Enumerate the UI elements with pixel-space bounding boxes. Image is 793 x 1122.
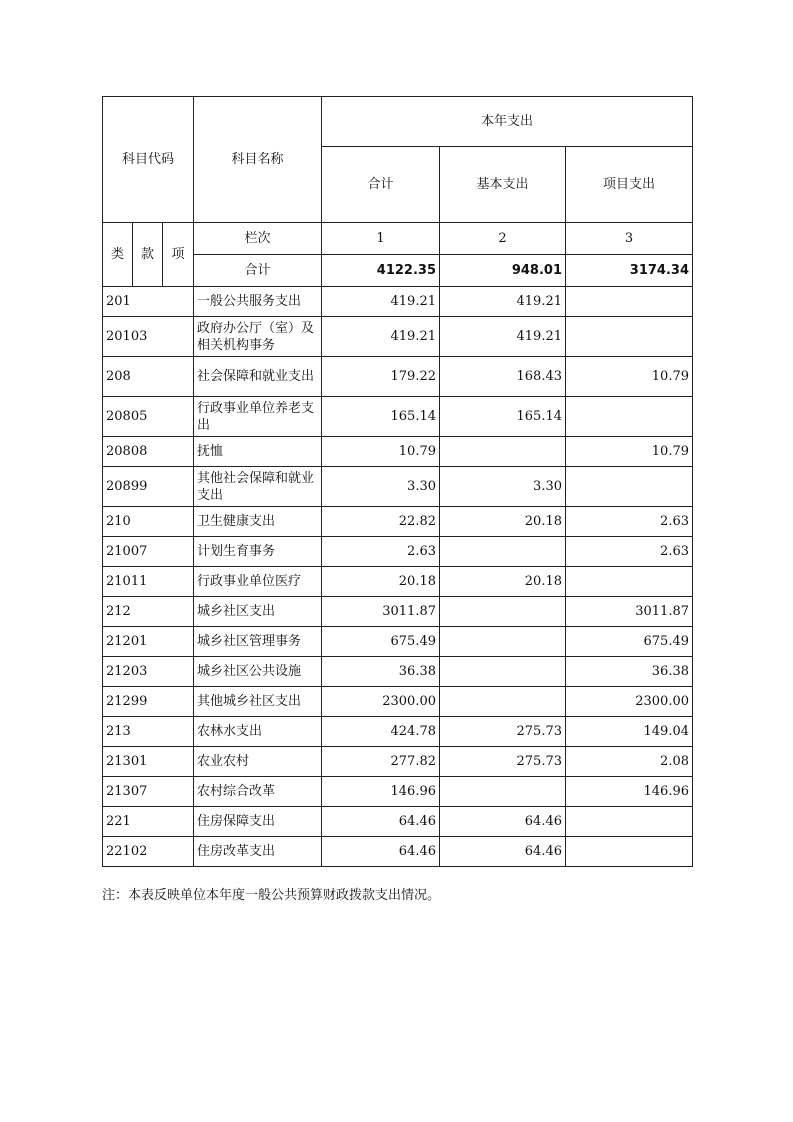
row-total: 3011.87	[322, 597, 440, 627]
row-code: 20103	[103, 317, 194, 357]
row-name: 一般公共服务支出	[194, 287, 322, 317]
table-row	[103, 397, 693, 437]
row-total: 419.21	[322, 287, 440, 317]
table-row	[103, 507, 693, 537]
row-project: 2300.00	[566, 687, 693, 717]
row-total: 20.18	[322, 567, 440, 597]
table-row	[103, 437, 693, 467]
row-project	[566, 287, 693, 317]
row-basic	[440, 437, 566, 467]
sum-label: 合计	[194, 255, 322, 287]
row-total: 64.46	[322, 837, 440, 867]
table-row	[103, 747, 693, 777]
row-code: 20808	[103, 437, 194, 467]
row-basic	[440, 657, 566, 687]
row-basic	[440, 627, 566, 657]
table-row	[103, 567, 693, 597]
row-basic: 64.46	[440, 837, 566, 867]
row-project: 146.96	[566, 777, 693, 807]
row-code: 21011	[103, 567, 194, 597]
row-name: 政府办公厅（室）及相关机构事务	[194, 317, 322, 357]
kuan-header: 款	[133, 223, 163, 287]
row-project: 10.79	[566, 437, 693, 467]
row-code: 21299	[103, 687, 194, 717]
table-row	[103, 467, 693, 507]
row-code: 20899	[103, 467, 194, 507]
table-row	[103, 537, 693, 567]
row-name: 行政事业单位养老支出	[194, 397, 322, 437]
row-total: 146.96	[322, 777, 440, 807]
col-number-2: 2	[440, 223, 566, 255]
row-name: 其他社会保障和就业支出	[194, 467, 322, 507]
row-basic: 419.21	[440, 287, 566, 317]
row-project	[566, 317, 693, 357]
table-row	[103, 627, 693, 657]
subject-name-header: 科目名称	[194, 97, 322, 223]
row-total: 675.49	[322, 627, 440, 657]
row-total: 10.79	[322, 437, 440, 467]
table-row	[103, 837, 693, 867]
row-basic	[440, 597, 566, 627]
row-basic: 419.21	[440, 317, 566, 357]
row-name: 行政事业单位医疗	[194, 567, 322, 597]
row-total: 424.78	[322, 717, 440, 747]
row-project	[566, 467, 693, 507]
column-order-label: 栏次	[194, 223, 322, 255]
row-total: 64.46	[322, 807, 440, 837]
sum-total: 4122.35	[322, 255, 440, 287]
table-note: 注：本表反映单位本年度一般公共预算财政拨款支出情况。	[102, 888, 441, 903]
row-total: 277.82	[322, 747, 440, 777]
row-name: 住房保障支出	[194, 807, 322, 837]
row-name: 卫生健康支出	[194, 507, 322, 537]
row-total: 165.14	[322, 397, 440, 437]
row-name: 农村综合改革	[194, 777, 322, 807]
table-row	[103, 807, 693, 837]
row-project	[566, 397, 693, 437]
row-basic	[440, 537, 566, 567]
row-basic	[440, 687, 566, 717]
row-basic: 168.43	[440, 357, 566, 397]
table-row	[103, 287, 693, 317]
row-code: 21007	[103, 537, 194, 567]
lei-header: 类	[103, 223, 133, 287]
row-name: 计划生育事务	[194, 537, 322, 567]
table-row	[103, 687, 693, 717]
col-number-3: 3	[566, 223, 693, 255]
table-row	[103, 317, 693, 357]
row-project: 2.08	[566, 747, 693, 777]
table-row	[103, 357, 693, 397]
row-total: 2300.00	[322, 687, 440, 717]
row-code: 213	[103, 717, 194, 747]
col-number-1: 1	[322, 223, 440, 255]
header-row-1	[103, 97, 693, 147]
sum-basic: 948.01	[440, 255, 566, 287]
row-project	[566, 567, 693, 597]
row-code: 210	[103, 507, 194, 537]
row-project: 149.04	[566, 717, 693, 747]
row-code: 212	[103, 597, 194, 627]
row-total: 36.38	[322, 657, 440, 687]
total-header: 合计	[322, 147, 440, 223]
table-row	[103, 777, 693, 807]
row-code: 21201	[103, 627, 194, 657]
row-code: 221	[103, 807, 194, 837]
row-total: 419.21	[322, 317, 440, 357]
row-project: 36.38	[566, 657, 693, 687]
row-name: 社会保障和就业支出	[194, 357, 322, 397]
row-project: 2.63	[566, 537, 693, 567]
row-name: 其他城乡社区支出	[194, 687, 322, 717]
table-row	[103, 597, 693, 627]
row-basic: 165.14	[440, 397, 566, 437]
xiang-header: 项	[163, 223, 194, 287]
row-name: 农业农村	[194, 747, 322, 777]
row-code: 22102	[103, 837, 194, 867]
row-project	[566, 807, 693, 837]
row-project: 675.49	[566, 627, 693, 657]
row-basic: 64.46	[440, 807, 566, 837]
row-total: 179.22	[322, 357, 440, 397]
row-name: 农林水支出	[194, 717, 322, 747]
row-basic: 275.73	[440, 717, 566, 747]
row-basic: 3.30	[440, 467, 566, 507]
table-row	[103, 717, 693, 747]
row-basic: 20.18	[440, 567, 566, 597]
row-total: 22.82	[322, 507, 440, 537]
budget-table	[102, 96, 693, 867]
row-name: 抚恤	[194, 437, 322, 467]
row-name: 城乡社区管理事务	[194, 627, 322, 657]
row-code: 201	[103, 287, 194, 317]
subject-code-header: 科目代码	[103, 97, 194, 223]
row-total: 3.30	[322, 467, 440, 507]
row-code: 20805	[103, 397, 194, 437]
row-project: 3011.87	[566, 597, 693, 627]
table-row	[103, 657, 693, 687]
row-project	[566, 837, 693, 867]
row-name: 住房改革支出	[194, 837, 322, 867]
row-basic	[440, 777, 566, 807]
row-project: 2.63	[566, 507, 693, 537]
row-name: 城乡社区支出	[194, 597, 322, 627]
row-basic: 275.73	[440, 747, 566, 777]
row-basic: 20.18	[440, 507, 566, 537]
row-code: 208	[103, 357, 194, 397]
row-code: 21307	[103, 777, 194, 807]
year-expense-header: 本年支出	[322, 97, 693, 147]
row-code: 21301	[103, 747, 194, 777]
row-total: 2.63	[322, 537, 440, 567]
column-order-row	[103, 223, 693, 255]
project-expense-header: 项目支出	[566, 147, 693, 223]
basic-expense-header: 基本支出	[440, 147, 566, 223]
row-name: 城乡社区公共设施	[194, 657, 322, 687]
row-project: 10.79	[566, 357, 693, 397]
sum-project: 3174.34	[566, 255, 693, 287]
row-code: 21203	[103, 657, 194, 687]
